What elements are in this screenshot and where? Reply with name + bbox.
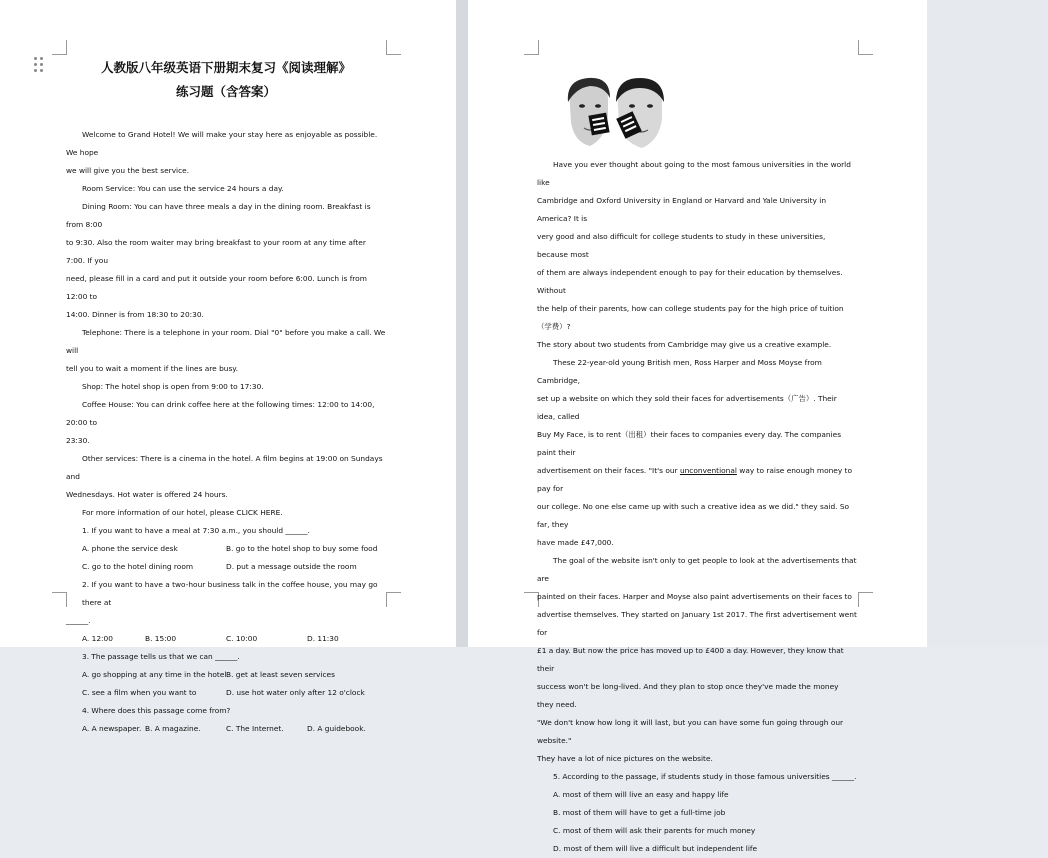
- question-2-blank: ______.: [66, 616, 91, 625]
- option-a[interactable]: A. 12:00: [82, 634, 113, 643]
- text-line: set up a website on which they sold their faces for advertisements（广告）. Their idea, called: [537, 394, 837, 421]
- option-a[interactable]: A. go shopping at any time in the hotel: [82, 670, 227, 679]
- text-line: 14:00. Dinner is from 18:30 to 20:30.: [66, 310, 204, 319]
- text-line: Room Service: You can use the service 24 hours a day.: [82, 184, 284, 193]
- text-line: the help of their parents, how can college students pay for the high price of tuition（学费）?: [537, 304, 844, 331]
- passage-2: [537, 156, 857, 858]
- two-men-faces-photo: [562, 76, 668, 150]
- text-line: to 9:30. Also the room waiter may bring breakfast to your room at any time after 7:00. If you: [66, 238, 366, 265]
- passage-1: [66, 126, 386, 738]
- option-d[interactable]: D. put a message outside the room: [226, 562, 357, 571]
- text-line: Other services: There is a cinema in the hotel. A film begins at 19:00 on Sundays and: [66, 454, 383, 481]
- option-b[interactable]: B. go to the hotel shop to buy some food: [226, 544, 378, 553]
- crop-mark: [858, 40, 873, 55]
- workspace-background: [927, 0, 1048, 647]
- text-line: Telephone: There is a telephone in your room. Dial "0" before you make a call. We will: [66, 328, 386, 355]
- option-c[interactable]: C. go to the hotel dining room: [82, 562, 194, 571]
- option-b[interactable]: B. most of them will have to get a full-time job: [553, 808, 726, 817]
- text-line: 23:30.: [66, 436, 90, 445]
- text-line: success won't be long-lived. And they plan to stop once they've made the money they need.: [537, 682, 839, 709]
- text-line: £1 a day. But now the price has moved up to £400 a day. However, they know that their: [537, 646, 844, 673]
- question-2-options: [66, 630, 386, 648]
- text-line: "We don't know how long it will last, but you can have some fun going through our website.": [537, 718, 844, 745]
- option-a[interactable]: A. phone the service desk: [82, 544, 178, 553]
- document-page-2[interactable]: [468, 0, 927, 853]
- question-3-options: [66, 684, 386, 702]
- text-line: of them are always independent enough to pay for their education by themselves. Without: [537, 268, 843, 295]
- text-line: tell you to wait a moment if the lines are busy.: [66, 364, 238, 373]
- text-segment: advertisement on their faces. "It's our: [537, 466, 680, 475]
- text-line: [537, 462, 857, 498]
- option-c[interactable]: C. most of them will ask their parents for much money: [553, 826, 756, 835]
- option-a[interactable]: A. most of them will live an easy and happy life: [553, 790, 729, 799]
- question-1-options: [66, 558, 386, 576]
- text-line: Coffee House: You can drink coffee here at the following times: 12:00 to 14:00, 20:00 to: [66, 400, 375, 427]
- text-line: we will give you the best service.: [66, 166, 190, 175]
- text-line: very good and also difficult for college students to study in these universities, because most: [537, 232, 826, 259]
- text-line: advertise themselves. They started on January 1st 2017. The first advertisement went for: [537, 610, 857, 637]
- crop-mark: [52, 592, 67, 607]
- question-4: 4. Where does this passage come from?: [82, 706, 231, 715]
- question-3-options: [66, 666, 386, 684]
- text-line: They have a lot of nice pictures on the website.: [537, 754, 713, 763]
- crop-mark: [52, 40, 67, 55]
- option-b[interactable]: B. get at least seven services: [226, 670, 335, 679]
- question-1-options: [66, 540, 386, 558]
- crop-mark: [386, 40, 401, 55]
- option-b[interactable]: B. 15:00: [145, 634, 177, 643]
- question-5: 5. According to the passage, if students study in those famous universities ______.: [553, 772, 857, 781]
- text-line: need, please fill in a card and put it outside your room before 6:00. Lunch is from 12:00 to: [66, 274, 367, 301]
- text-line: Cambridge and Oxford University in England or Harvard and Yale University in America? It is: [537, 196, 827, 223]
- text-line: painted on their faces. Harper and Moyse also paint advertisements on their faces to: [537, 592, 852, 601]
- option-a[interactable]: A. A newspaper.: [82, 724, 142, 733]
- page-gap: [456, 0, 468, 647]
- text-line: The goal of the website isn't only to get people to look at the advertisements that are: [537, 556, 857, 583]
- text-line: Shop: The hotel shop is open from 9:00 to 17:30.: [82, 382, 264, 391]
- option-c[interactable]: C. see a film when you want to: [82, 688, 197, 697]
- question-3: 3. The passage tells us that we can ______.: [82, 652, 240, 661]
- option-c[interactable]: C. The Internet.: [226, 724, 284, 733]
- question-4-options: [66, 720, 386, 738]
- drag-handle-icon[interactable]: [34, 57, 44, 73]
- crop-mark: [386, 592, 401, 607]
- option-d[interactable]: D. most of them will live a difficult but independent life: [553, 844, 758, 853]
- option-d[interactable]: D. 11:30: [307, 634, 339, 643]
- document-page-1[interactable]: [0, 0, 456, 733]
- text-line: Buy My Face, is to rent（出租）their faces to companies every day. The companies paint their: [537, 430, 842, 457]
- option-c[interactable]: C. 10:00: [226, 634, 258, 643]
- crop-mark: [524, 40, 539, 55]
- text-line: These 22-year-old young British men, Ross Harper and Moss Moyse from Cambridge,: [537, 358, 822, 385]
- underlined-word: unconventional: [679, 466, 737, 475]
- text-segment: way to raise enough money to pay for: [537, 466, 852, 493]
- document-subtitle: 练习题（含答案）: [175, 84, 276, 99]
- document-title: 人教版八年级英语下册期末复习《阅读理解》: [100, 60, 351, 75]
- text-line: Wednesdays. Hot water is offered 24 hours.: [66, 490, 228, 499]
- question-1: 1. If you want to have a meal at 7:30 a.m., you should ______.: [82, 526, 310, 535]
- text-line: Dining Room: You can have three meals a day in the dining room. Breakfast is from 8:00: [66, 202, 371, 229]
- question-2: 2. If you want to have a two-hour business talk in the coffee house, you may go there at: [82, 580, 378, 607]
- text-line: have made £47,000.: [537, 538, 614, 547]
- text-line: Have you ever thought about going to the most famous universities in the world like: [537, 160, 851, 187]
- text-line: our college. No one else came up with such a creative idea as we did." they said. So far, they: [537, 502, 850, 529]
- crop-mark: [858, 592, 873, 607]
- text-line: The story about two students from Cambridge may give us a creative example.: [537, 340, 832, 349]
- text-line: Welcome to Grand Hotel! We will make your stay here as enjoyable as possible. We hope: [66, 130, 378, 157]
- option-b[interactable]: B. A magazine.: [145, 724, 201, 733]
- option-d[interactable]: D. A guidebook.: [307, 724, 366, 733]
- option-d[interactable]: D. use hot water only after 12 o'clock: [226, 688, 365, 697]
- text-line: For more information of our hotel, please CLICK HERE.: [82, 508, 283, 517]
